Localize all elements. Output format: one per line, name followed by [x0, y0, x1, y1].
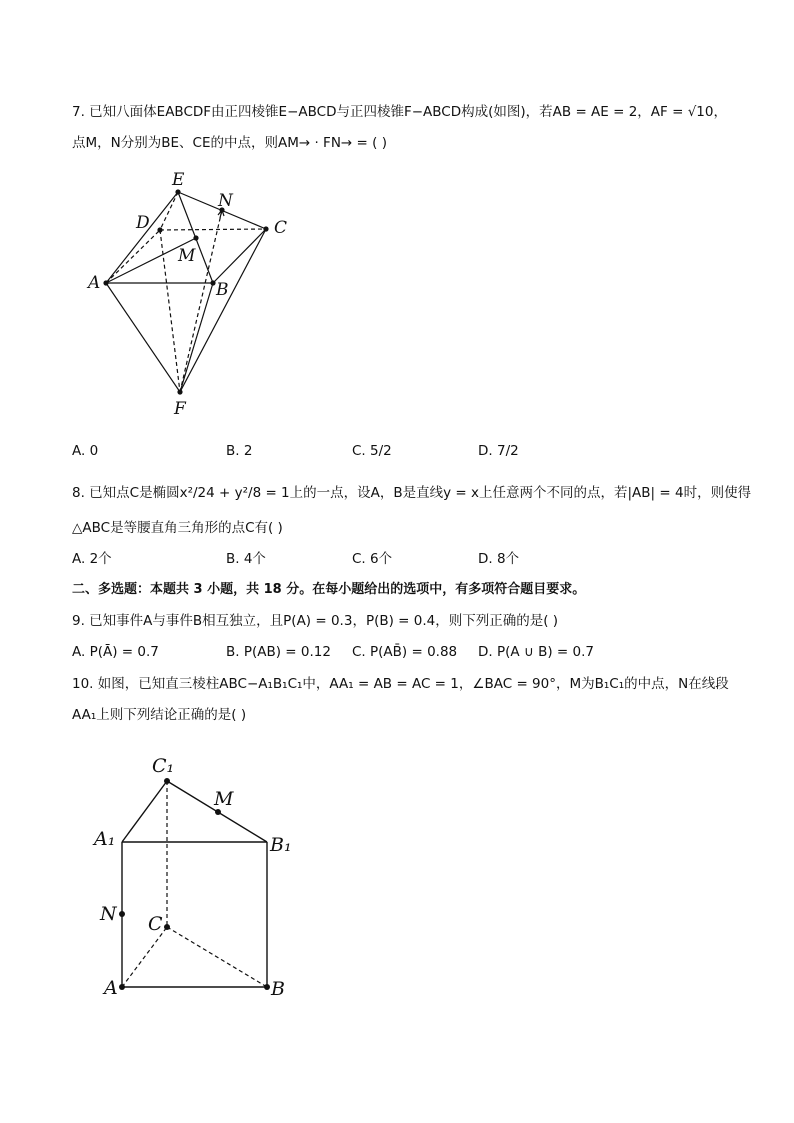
q7-stem-line1: 7. 已知八面体EABCDF由正四棱锥E−ABCD与正四棱锥F−ABCD构成(如图)，若AB = AE = 2，AF = √10， [72, 104, 727, 120]
label-b1: B₁ [270, 834, 292, 856]
q9-option-b[interactable]: B. P(AB) = 0.12 [226, 644, 331, 660]
label-e: E [172, 170, 185, 190]
q8-option-d[interactable]: D. 8个 [478, 551, 520, 567]
q7-option-d[interactable]: D. 7/2 [478, 443, 519, 459]
q7-option-a[interactable]: A. 0 [72, 443, 99, 459]
label-n: N [100, 903, 117, 925]
label-m: M [178, 246, 196, 266]
label-a: A [104, 977, 118, 999]
label-b: B [216, 280, 229, 300]
label-f: F [174, 399, 186, 419]
label-c1: C₁ [152, 755, 175, 777]
section-multiple-choice-heading: 二、多选题：本题共 3 小题，共 18 分。在每小题给出的选项中，有多项符合题目要求。 [72, 582, 586, 597]
q10-stem-line1: 10. 如图，已知直三棱柱ABC−A₁B₁C₁中，AA₁ = AB = AC = 1，∠BAC = 90°，M为B₁C₁的中点，N在线段 [72, 676, 729, 692]
label-b: B [271, 978, 285, 1000]
label-c: C [148, 913, 163, 935]
label-d: D [136, 213, 150, 233]
q9-option-a[interactable]: A. P(Ā) = 0.7 [72, 644, 159, 660]
q8-option-a[interactable]: A. 2个 [72, 551, 112, 567]
q7-stem-line2: 点M，N分别为BE、CE的中点，则AM→ · FN→ = ( ) [72, 135, 387, 151]
label-n: N [218, 191, 233, 211]
q8-option-c[interactable]: C. 6个 [352, 551, 393, 567]
q8-stem-line1: 8. 已知点C是椭圆x²/24 + y²/8 = 1上的一点，设A，B是直线y = x上任意两个不同的点，若|AB| = 4时，则使得 [72, 485, 752, 501]
q8-stem-line2: △ABC是等腰直角三角形的点C有( ) [72, 520, 283, 536]
q9-option-c[interactable]: C. P(AB̄) = 0.88 [352, 644, 458, 660]
q7-option-b[interactable]: B. 2 [226, 443, 253, 459]
label-a: A [88, 273, 101, 293]
q8-option-b[interactable]: B. 4个 [226, 551, 266, 567]
label-m: M [214, 788, 234, 810]
q9-stem: 9. 已知事件A与事件B相互独立，且P(A) = 0.3，P(B) = 0.4，则下列正确的是( ) [72, 613, 559, 629]
q10-stem-line2: AA₁上则下列结论正确的是( ) [72, 707, 247, 723]
q7-octahedron-figure [80, 168, 320, 423]
q10-prism-figure [90, 748, 310, 1003]
q7-option-c[interactable]: C. 5/2 [352, 443, 392, 459]
q9-option-d[interactable]: D. P(A ∪ B) = 0.7 [478, 644, 594, 660]
label-c: C [274, 218, 288, 238]
label-a1: A₁ [94, 828, 116, 850]
